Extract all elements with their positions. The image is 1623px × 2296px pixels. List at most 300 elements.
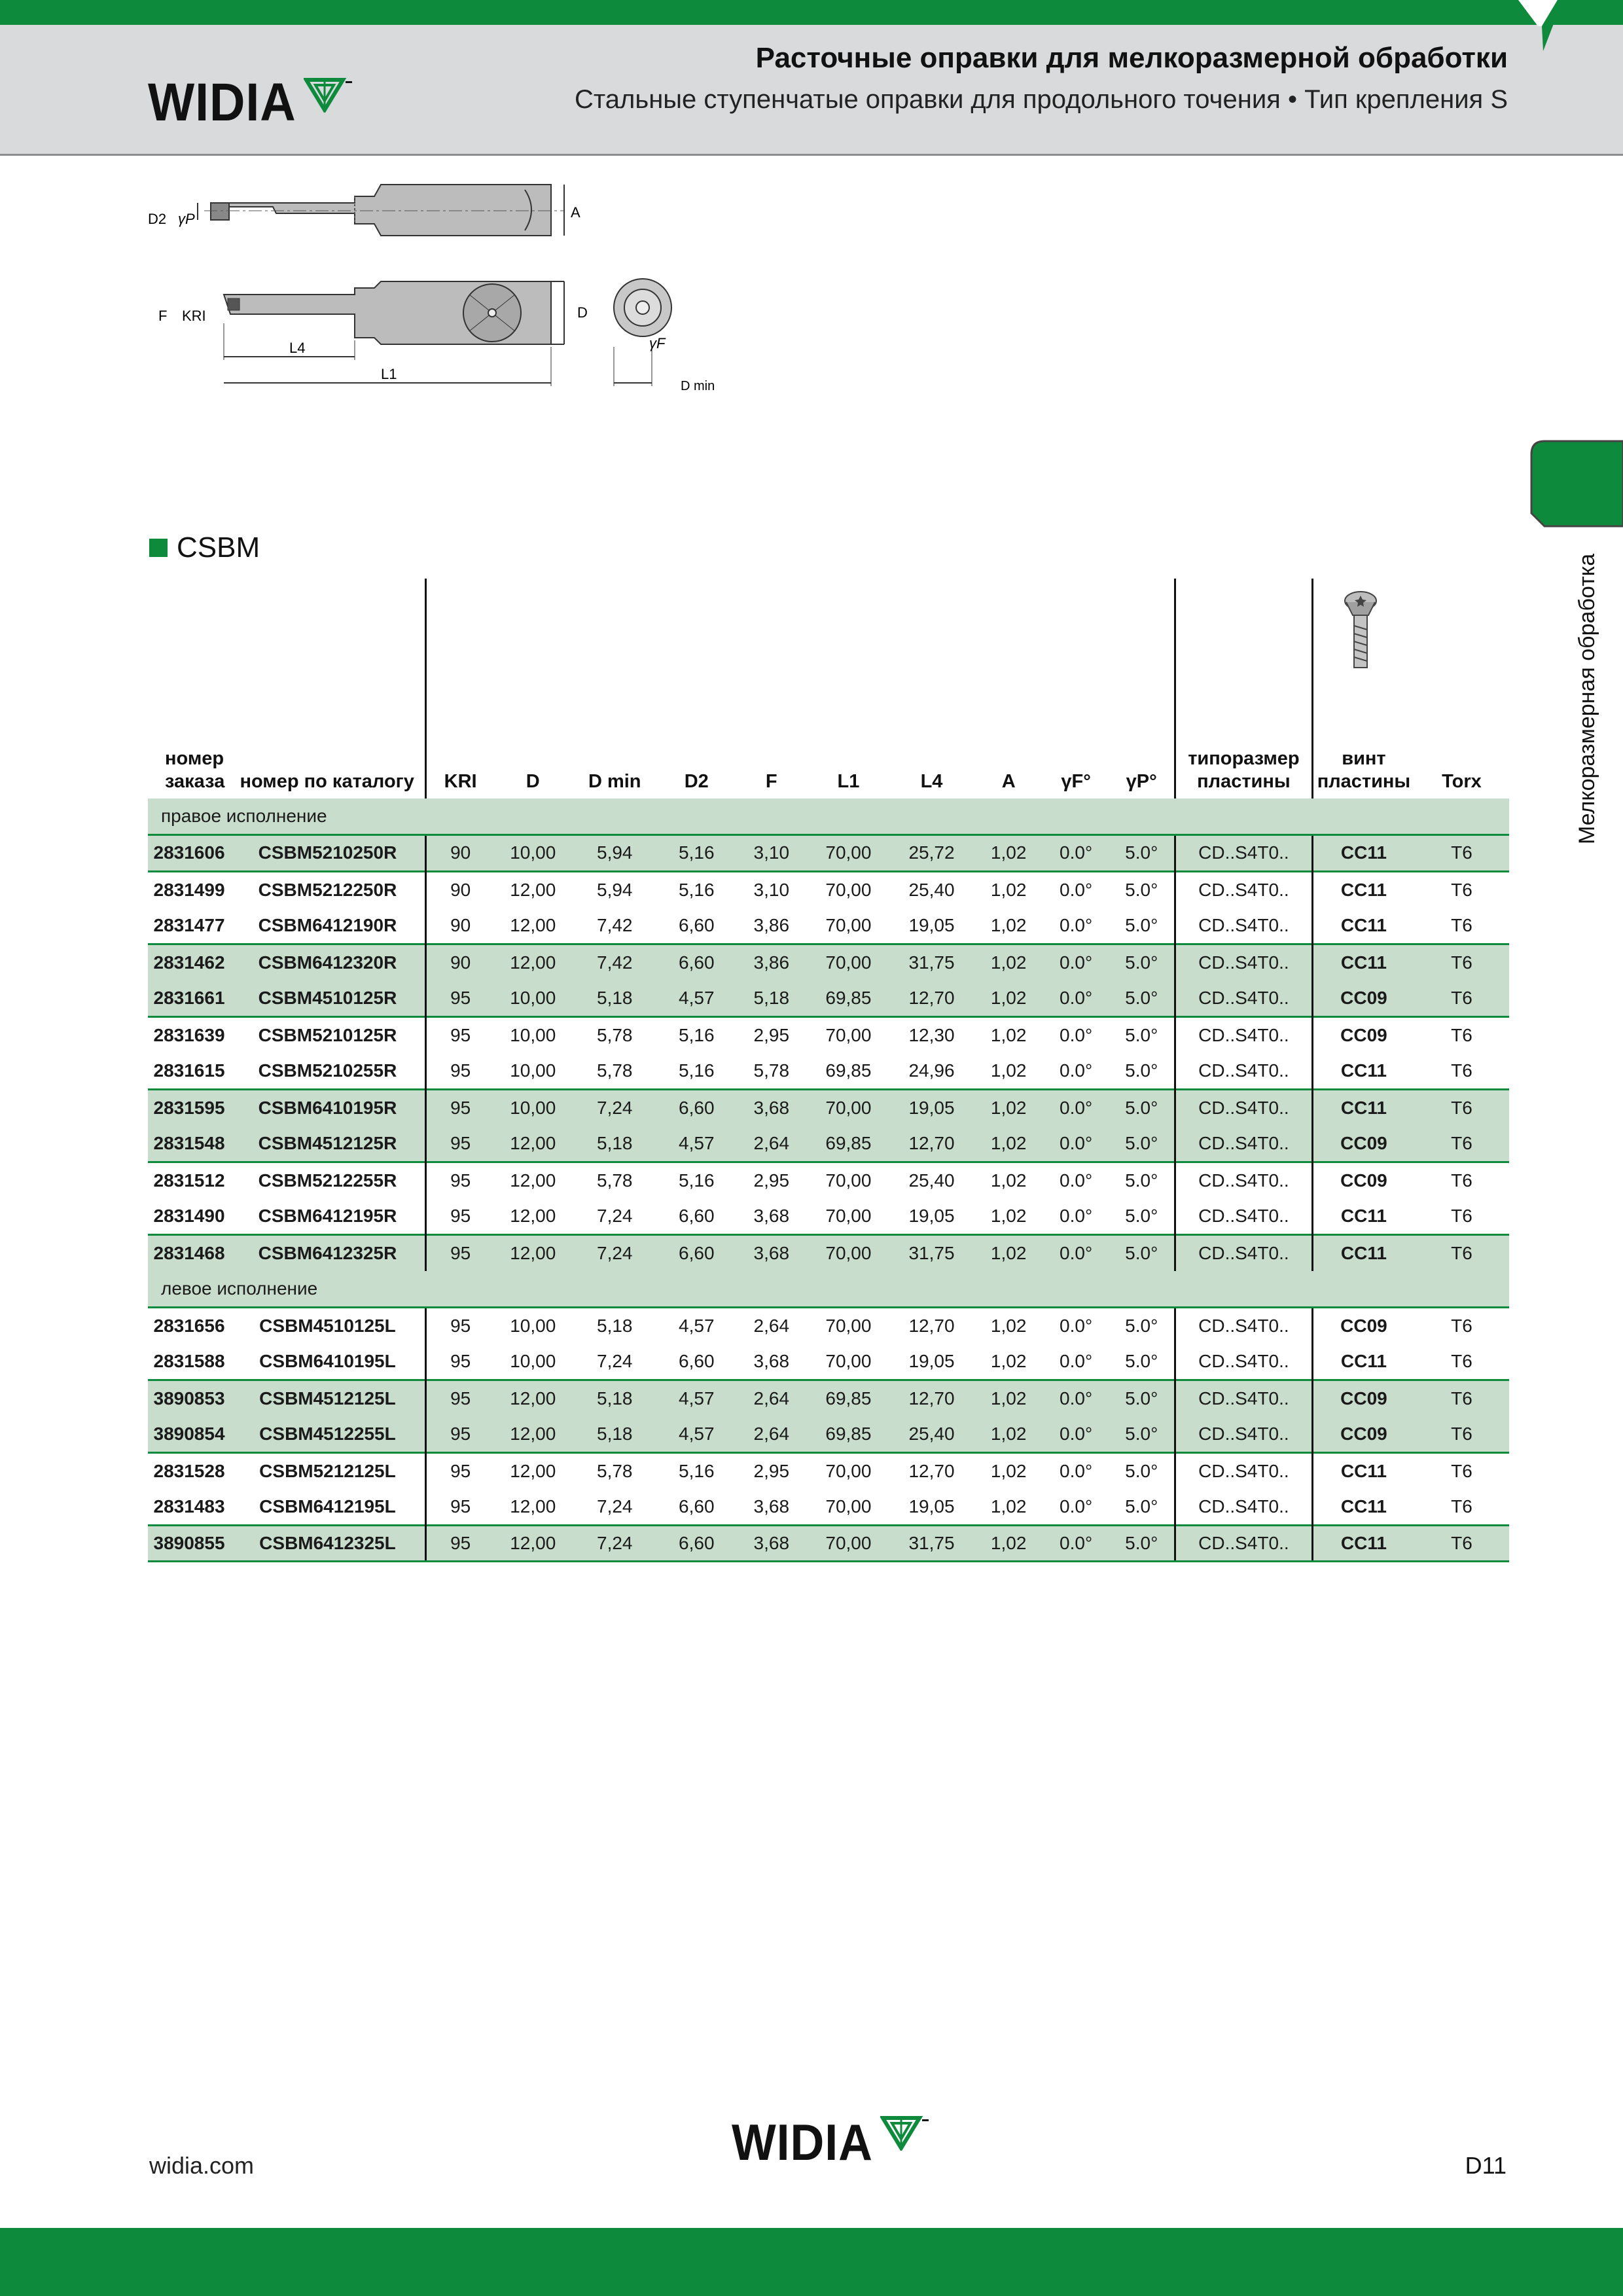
cell-d2: 4,57	[658, 1380, 735, 1416]
col-d2: D2	[684, 771, 709, 793]
table-row[interactable]	[148, 1307, 1509, 1344]
cell-insert-size: CD..S4T0..	[1175, 1126, 1312, 1162]
left-hand-label: левое исполнение	[148, 1271, 1509, 1308]
cell-f: 3,68	[753, 1350, 790, 1371]
table-row[interactable]	[148, 1053, 1509, 1090]
cell-order-no: 3890853	[148, 1380, 230, 1416]
tool-technical-drawing	[145, 183, 734, 406]
cell-gamma-p: 5.0°	[1109, 1126, 1175, 1162]
cell-f: 3,68	[735, 1089, 808, 1126]
footer-logo-wordmark: WIDIA	[732, 2113, 873, 2171]
cell-l4: 12,70	[889, 980, 974, 1017]
cell-d: 10,00	[494, 835, 571, 872]
cell-screw: CC11	[1312, 908, 1414, 944]
table-row[interactable]	[148, 1525, 1509, 1562]
cell-gamma-p: 5.0°	[1109, 1016, 1175, 1053]
cell-d: 12,00	[494, 1525, 571, 1562]
cell-l4: 31,75	[889, 1525, 974, 1562]
cell-l1: 69,85	[808, 980, 889, 1017]
cell-kri: 95	[425, 1198, 494, 1235]
cell-gamma-p: 5.0°	[1125, 1496, 1158, 1516]
cell-gamma-f: 0.0°	[1043, 1380, 1109, 1416]
cell-order-no: 2831512	[148, 1162, 230, 1198]
dim-gamma-f-label: γF	[649, 335, 666, 351]
cell-kri: 95	[425, 1089, 494, 1126]
cell-torx: T6	[1451, 1205, 1472, 1226]
table-row[interactable]	[148, 835, 1509, 872]
cell-order-no: 3890855	[148, 1525, 230, 1562]
cell-insert-size: CD..S4T0..	[1175, 1489, 1312, 1526]
dim-f-label: F	[158, 308, 168, 324]
cell-gamma-p: 5.0°	[1125, 1350, 1158, 1371]
col-torx: Torx	[1442, 771, 1482, 793]
table-row[interactable]	[148, 1089, 1509, 1126]
cell-l4: 19,05	[908, 1205, 955, 1226]
cell-insert-size: CD..S4T0..	[1175, 1016, 1312, 1053]
col-insert-size	[1175, 579, 1312, 798]
header-logo[interactable]	[148, 73, 356, 132]
cell-gamma-p: 5.0°	[1109, 1234, 1175, 1271]
cell-gamma-p: 5.0°	[1109, 980, 1175, 1017]
cell-insert-size: CD..S4T0..	[1175, 944, 1312, 980]
cell-kri: 95	[425, 1234, 494, 1271]
dim-d-min-label: D min	[681, 379, 715, 393]
cell-l1: 70,00	[825, 1205, 872, 1226]
table-row[interactable]	[148, 1452, 1509, 1489]
cell-d-min: 5,78	[571, 1162, 658, 1198]
cell-a: 1,02	[990, 1205, 1027, 1226]
cell-catalog-no: CSBM6412325R	[230, 1234, 425, 1271]
cell-gamma-p: 5.0°	[1109, 1089, 1175, 1126]
cell-gamma-f: 0.0°	[1043, 1089, 1109, 1126]
cell-l1: 70,00	[808, 835, 889, 872]
cell-catalog-no: CSBM4512125R	[230, 1126, 425, 1162]
dim-a-label: A	[571, 204, 580, 221]
cell-torx: T6	[1414, 944, 1509, 980]
cell-kri: 90	[425, 871, 494, 908]
cell-torx: T6	[1414, 1416, 1509, 1453]
cell-d-min: 5,94	[571, 871, 658, 908]
cell-torx: T6	[1414, 1234, 1509, 1271]
cell-insert-size: CD..S4T0..	[1175, 1416, 1312, 1453]
cell-gamma-p: 5.0°	[1125, 1205, 1158, 1226]
cell-d2: 6,60	[679, 914, 715, 935]
cell-gamma-f: 0.0°	[1043, 1416, 1109, 1453]
cell-d: 12,00	[510, 1496, 556, 1516]
cell-l1: 70,00	[825, 1496, 872, 1516]
cell-torx: T6	[1414, 980, 1509, 1017]
cell-kri: 95	[425, 1307, 494, 1344]
cell-insert-size: CD..S4T0..	[1175, 1162, 1312, 1198]
cell-screw: CC11	[1312, 1089, 1414, 1126]
cell-d-min: 5,18	[571, 1126, 658, 1162]
cell-l4: 19,05	[908, 1350, 955, 1371]
cell-l1: 70,00	[808, 1089, 889, 1126]
table-row[interactable]	[148, 871, 1509, 908]
cell-order-no: 2831490	[153, 1205, 225, 1226]
product-table-wrap	[148, 579, 1509, 1562]
cell-order-no: 2831595	[148, 1089, 230, 1126]
cell-gamma-p: 5.0°	[1109, 1162, 1175, 1198]
cell-kri: 95	[425, 1416, 494, 1453]
cell-insert-size: CD..S4T0..	[1175, 1380, 1312, 1416]
section-heading	[149, 531, 260, 564]
cell-screw: CC09	[1312, 1162, 1414, 1198]
cell-l1: 70,00	[808, 1234, 889, 1271]
cell-torx: T6	[1414, 1452, 1509, 1489]
cell-f: 5,78	[753, 1060, 790, 1081]
cell-a: 1,02	[974, 1016, 1043, 1053]
cell-d-min: 5,94	[571, 835, 658, 872]
footer-widia-triangle-icon	[880, 2115, 933, 2151]
cell-catalog-no: CSBM6412325L	[230, 1525, 425, 1562]
cell-torx: T6	[1451, 914, 1472, 935]
cell-l4: 25,72	[889, 835, 974, 872]
cell-screw: CC09	[1312, 1380, 1414, 1416]
col-l1: L1	[837, 771, 860, 793]
table-row[interactable]	[148, 1416, 1509, 1453]
cell-kri: 95	[425, 1162, 494, 1198]
cell-l4: 12,30	[889, 1016, 974, 1053]
cell-kri: 95	[425, 1380, 494, 1416]
cell-a: 1,02	[990, 1350, 1027, 1371]
cell-order-no: 2831468	[148, 1234, 230, 1271]
col-catalog-no: номер по каталогу	[240, 771, 414, 793]
cell-d2: 5,16	[658, 835, 735, 872]
cell-torx: T6	[1451, 1060, 1472, 1081]
cell-l1: 70,00	[808, 1452, 889, 1489]
col-screw-line2: пластины	[1317, 771, 1411, 793]
cell-d-min: 7,24	[597, 1205, 633, 1226]
cell-insert-size: CD..S4T0..	[1175, 1089, 1312, 1126]
cell-screw: CC11	[1312, 1198, 1414, 1235]
cell-kri: 90	[425, 835, 494, 872]
table-row[interactable]	[148, 1234, 1509, 1271]
cell-torx: T6	[1414, 871, 1509, 908]
cell-a: 1,02	[974, 1089, 1043, 1126]
cell-catalog-no: CSBM5212125L	[230, 1452, 425, 1489]
cell-order-no: 2831477	[153, 914, 225, 935]
cell-a: 1,02	[974, 1234, 1043, 1271]
logo-wordmark: WIDIA	[148, 73, 296, 132]
top-green-stripe	[0, 0, 1623, 25]
cell-insert-size: CD..S4T0..	[1175, 871, 1312, 908]
cell-torx: T6	[1414, 1380, 1509, 1416]
cell-d: 10,00	[494, 1016, 571, 1053]
cell-d-min: 5,78	[571, 1016, 658, 1053]
table-header-row	[148, 579, 1509, 798]
cell-a: 1,02	[974, 871, 1043, 908]
section-bullet-icon	[149, 539, 168, 557]
cell-d2: 4,57	[658, 980, 735, 1017]
cell-gamma-f: 0.0°	[1060, 1350, 1093, 1371]
widia-triangle-icon	[304, 77, 356, 113]
table-row[interactable]	[148, 1162, 1509, 1198]
cell-a: 1,02	[974, 835, 1043, 872]
tool-side-view	[224, 281, 564, 344]
cell-insert-size: CD..S4T0..	[1175, 1234, 1312, 1271]
cell-gamma-f: 0.0°	[1043, 944, 1109, 980]
cell-order-no: 2831499	[148, 871, 230, 908]
cell-l1: 70,00	[825, 1350, 872, 1371]
cell-f: 3,86	[735, 944, 808, 980]
side-section-label-text: Мелкоразмерная обработка	[1575, 553, 1599, 844]
cell-catalog-no: CSBM6412320R	[230, 944, 425, 980]
cell-l4: 19,05	[889, 1089, 974, 1126]
cell-gamma-f: 0.0°	[1043, 1126, 1109, 1162]
footer-url[interactable]: widia.com	[149, 2152, 255, 2179]
cell-f: 2,64	[735, 1380, 808, 1416]
left-hand-section-row	[148, 1271, 1509, 1308]
cell-d-min: 7,24	[597, 1496, 633, 1516]
cell-order-no: 2831606	[148, 835, 230, 872]
right-hand-label: правое исполнение	[148, 798, 1509, 835]
cell-f: 3,68	[735, 1525, 808, 1562]
dim-l1-label: L1	[381, 366, 397, 382]
cell-gamma-f: 0.0°	[1043, 1452, 1109, 1489]
corner-notch-icon	[1505, 0, 1571, 52]
cell-d: 12,00	[510, 1205, 556, 1226]
cell-screw: CC11	[1312, 1489, 1414, 1526]
cell-catalog-no: CSBM5210125R	[230, 1016, 425, 1053]
cell-d2: 6,60	[679, 1496, 715, 1516]
cell-screw: CC11	[1312, 1525, 1414, 1562]
cell-d: 10,00	[510, 1060, 556, 1081]
cell-gamma-p: 5.0°	[1109, 1380, 1175, 1416]
cell-f: 3,68	[753, 1205, 790, 1226]
table-row[interactable]	[148, 980, 1509, 1017]
cell-l1: 70,00	[808, 1307, 889, 1344]
table-row[interactable]	[148, 1380, 1509, 1416]
cell-screw: CC11	[1312, 1452, 1414, 1489]
cell-torx: T6	[1414, 1525, 1509, 1562]
cell-catalog-no: CSBM4512125L	[230, 1380, 425, 1416]
cell-d: 10,00	[494, 1089, 571, 1126]
cell-screw: CC11	[1312, 1344, 1414, 1380]
cell-screw: CC11	[1312, 944, 1414, 980]
cell-kri: 95	[425, 1126, 494, 1162]
dim-kri-label: KRI	[182, 308, 206, 324]
dim-d2-label: D2	[148, 211, 167, 227]
cell-l4: 12,70	[889, 1307, 974, 1344]
cell-d2: 6,60	[679, 1350, 715, 1371]
cell-a: 1,02	[990, 914, 1027, 935]
cell-a: 1,02	[974, 1307, 1043, 1344]
page-subtitle: Стальные ступенчатые оправки для продольного точения • Тип крепления S	[575, 85, 1508, 114]
cell-d-min: 5,78	[597, 1060, 633, 1081]
side-section-tab[interactable]	[1518, 435, 1623, 533]
cell-d2: 5,16	[658, 1016, 735, 1053]
cell-kri: 90	[425, 908, 494, 944]
cell-catalog-no: CSBM6410195R	[230, 1089, 425, 1126]
cell-gamma-p: 5.0°	[1109, 1307, 1175, 1344]
cell-gamma-f: 0.0°	[1043, 1162, 1109, 1198]
cell-d2: 4,57	[658, 1126, 735, 1162]
cell-gamma-p: 5.0°	[1109, 1416, 1175, 1453]
col-insert-size-line1: типоразмер	[1188, 748, 1300, 770]
cell-catalog-no: CSBM6412195R	[258, 1205, 397, 1226]
cell-l1: 70,00	[808, 1162, 889, 1198]
col-insert-size-line2: пластины	[1197, 771, 1291, 793]
cell-d: 10,00	[494, 1307, 571, 1344]
cell-l1: 69,85	[808, 1416, 889, 1453]
cell-screw: CC11	[1312, 835, 1414, 872]
cell-torx: T6	[1414, 1307, 1509, 1344]
cell-l4: 19,05	[908, 1496, 955, 1516]
footer-logo[interactable]	[732, 2113, 933, 2171]
cell-gamma-f: 0.0°	[1043, 871, 1109, 908]
cell-order-no: 2831639	[148, 1016, 230, 1053]
cell-catalog-no: CSBM5210250R	[230, 835, 425, 872]
table-row[interactable]	[148, 1016, 1509, 1053]
cell-d2: 5,16	[679, 1060, 715, 1081]
cell-l4: 25,40	[889, 1416, 974, 1453]
cell-a: 1,02	[974, 1452, 1043, 1489]
cell-screw: CC09	[1312, 980, 1414, 1017]
cell-screw: CC11	[1312, 871, 1414, 908]
cell-order-no: 2831483	[153, 1496, 225, 1516]
cell-d: 12,00	[494, 1452, 571, 1489]
cell-kri: 90	[425, 944, 494, 980]
cell-order-no: 2831548	[148, 1126, 230, 1162]
cell-torx: T6	[1414, 1016, 1509, 1053]
cell-d: 12,00	[494, 871, 571, 908]
col-gamma-f: γF°	[1061, 771, 1091, 793]
cell-a: 1,02	[990, 1060, 1027, 1081]
cell-gamma-p: 5.0°	[1109, 1525, 1175, 1562]
cell-l1: 70,00	[808, 944, 889, 980]
cell-torx: T6	[1451, 1350, 1472, 1371]
cell-a: 1,02	[974, 1525, 1043, 1562]
col-kri: KRI	[425, 579, 494, 798]
cell-d2: 5,16	[658, 1452, 735, 1489]
table-row[interactable]	[148, 1126, 1509, 1162]
product-table	[148, 579, 1509, 1562]
bottom-green-stripe	[0, 2228, 1623, 2296]
cell-l4: 12,70	[889, 1380, 974, 1416]
table-row[interactable]	[148, 1344, 1509, 1380]
cell-l4: 12,70	[889, 1452, 974, 1489]
cell-gamma-p: 5.0°	[1109, 835, 1175, 872]
cell-insert-size: CD..S4T0..	[1175, 1525, 1312, 1562]
cell-catalog-no: CSBM5212255R	[230, 1162, 425, 1198]
tool-top-view	[198, 185, 564, 236]
cell-screw: CC09	[1312, 1307, 1414, 1344]
cell-torx: T6	[1414, 1162, 1509, 1198]
cell-d: 12,00	[494, 944, 571, 980]
cell-order-no: 2831588	[153, 1350, 225, 1371]
cell-catalog-no: CSBM4510125R	[230, 980, 425, 1017]
table-row[interactable]	[148, 1489, 1509, 1526]
cell-l1: 70,00	[808, 871, 889, 908]
cell-f: 5,18	[735, 980, 808, 1017]
dim-l4-label: L4	[289, 340, 306, 356]
cell-gamma-p: 5.0°	[1109, 944, 1175, 980]
cell-gamma-f: 0.0°	[1060, 1496, 1093, 1516]
cell-f: 2,64	[735, 1307, 808, 1344]
cell-screw: CC09	[1312, 1016, 1414, 1053]
cell-catalog-no: CSBM4512255L	[230, 1416, 425, 1453]
cell-l1: 70,00	[808, 1016, 889, 1053]
cell-d-min: 5,18	[571, 1307, 658, 1344]
cell-d-min: 7,24	[571, 1234, 658, 1271]
cell-a: 1,02	[990, 1496, 1027, 1516]
cell-insert-size: CD..S4T0..	[1175, 1307, 1312, 1344]
cell-l4: 12,70	[889, 1126, 974, 1162]
cell-l4: 25,40	[889, 1162, 974, 1198]
cell-order-no: 2831661	[148, 980, 230, 1017]
cell-l1: 69,85	[808, 1380, 889, 1416]
cell-d: 12,00	[510, 914, 556, 935]
cell-f: 2,64	[735, 1416, 808, 1453]
cell-d2: 5,16	[658, 871, 735, 908]
table-row[interactable]	[148, 944, 1509, 980]
cell-a: 1,02	[974, 1416, 1043, 1453]
cell-d2: 6,60	[658, 1525, 735, 1562]
cell-d-min: 7,24	[571, 1525, 658, 1562]
cell-gamma-f: 0.0°	[1043, 980, 1109, 1017]
cell-d-min: 5,18	[571, 1416, 658, 1453]
col-a: A	[1001, 771, 1016, 793]
cell-a: 1,02	[974, 1126, 1043, 1162]
cell-order-no: 2831528	[148, 1452, 230, 1489]
cell-insert-size: CD..S4T0..	[1175, 980, 1312, 1017]
cell-screw: CC09	[1312, 1416, 1414, 1453]
cell-d-min: 7,24	[597, 1350, 633, 1371]
cell-l1: 70,00	[825, 914, 872, 935]
cell-order-no: 2831615	[153, 1060, 225, 1081]
cell-insert-size: CD..S4T0..	[1175, 1344, 1312, 1380]
cell-d: 12,00	[494, 1416, 571, 1453]
cell-l4: 31,75	[889, 944, 974, 980]
cell-l4: 25,40	[889, 871, 974, 908]
cell-insert-size: CD..S4T0..	[1175, 1053, 1312, 1090]
cell-f: 3,10	[735, 835, 808, 872]
cell-torx: T6	[1414, 1089, 1509, 1126]
cell-a: 1,02	[974, 980, 1043, 1017]
table-row[interactable]	[148, 908, 1509, 944]
cell-catalog-no: CSBM6410195L	[259, 1350, 396, 1371]
cell-d2: 5,16	[658, 1162, 735, 1198]
col-screw-line1: винт	[1342, 748, 1386, 770]
cell-kri: 95	[425, 1489, 494, 1526]
cell-d-min: 7,24	[571, 1089, 658, 1126]
cell-gamma-f: 0.0°	[1043, 1525, 1109, 1562]
cell-gamma-f: 0.0°	[1043, 1234, 1109, 1271]
cell-d2: 6,60	[679, 1205, 715, 1226]
cell-d-min: 5,78	[571, 1452, 658, 1489]
cell-gamma-f: 0.0°	[1060, 1205, 1093, 1226]
cell-f: 3,86	[753, 914, 790, 935]
section-title: CSBM	[177, 531, 260, 564]
dim-d-label: D	[577, 304, 588, 321]
cell-d-min: 7,42	[597, 914, 633, 935]
cell-l1: 69,85	[808, 1126, 889, 1162]
cell-gamma-p: 5.0°	[1125, 914, 1158, 935]
cell-l4: 19,05	[908, 914, 955, 935]
cell-d: 12,00	[494, 1126, 571, 1162]
page-number: D11	[1465, 2152, 1507, 2179]
cell-catalog-no: CSBM5212250R	[230, 871, 425, 908]
cell-catalog-no: CSBM4510125L	[230, 1307, 425, 1344]
cell-insert-size: CD..S4T0..	[1175, 1452, 1312, 1489]
table-body	[148, 798, 1509, 1562]
cell-gamma-p: 5.0°	[1109, 1452, 1175, 1489]
cell-gamma-p: 5.0°	[1109, 871, 1175, 908]
col-order-no: номер заказа	[165, 748, 225, 793]
cell-screw: CC11	[1312, 1234, 1414, 1271]
table-row[interactable]	[148, 1198, 1509, 1235]
